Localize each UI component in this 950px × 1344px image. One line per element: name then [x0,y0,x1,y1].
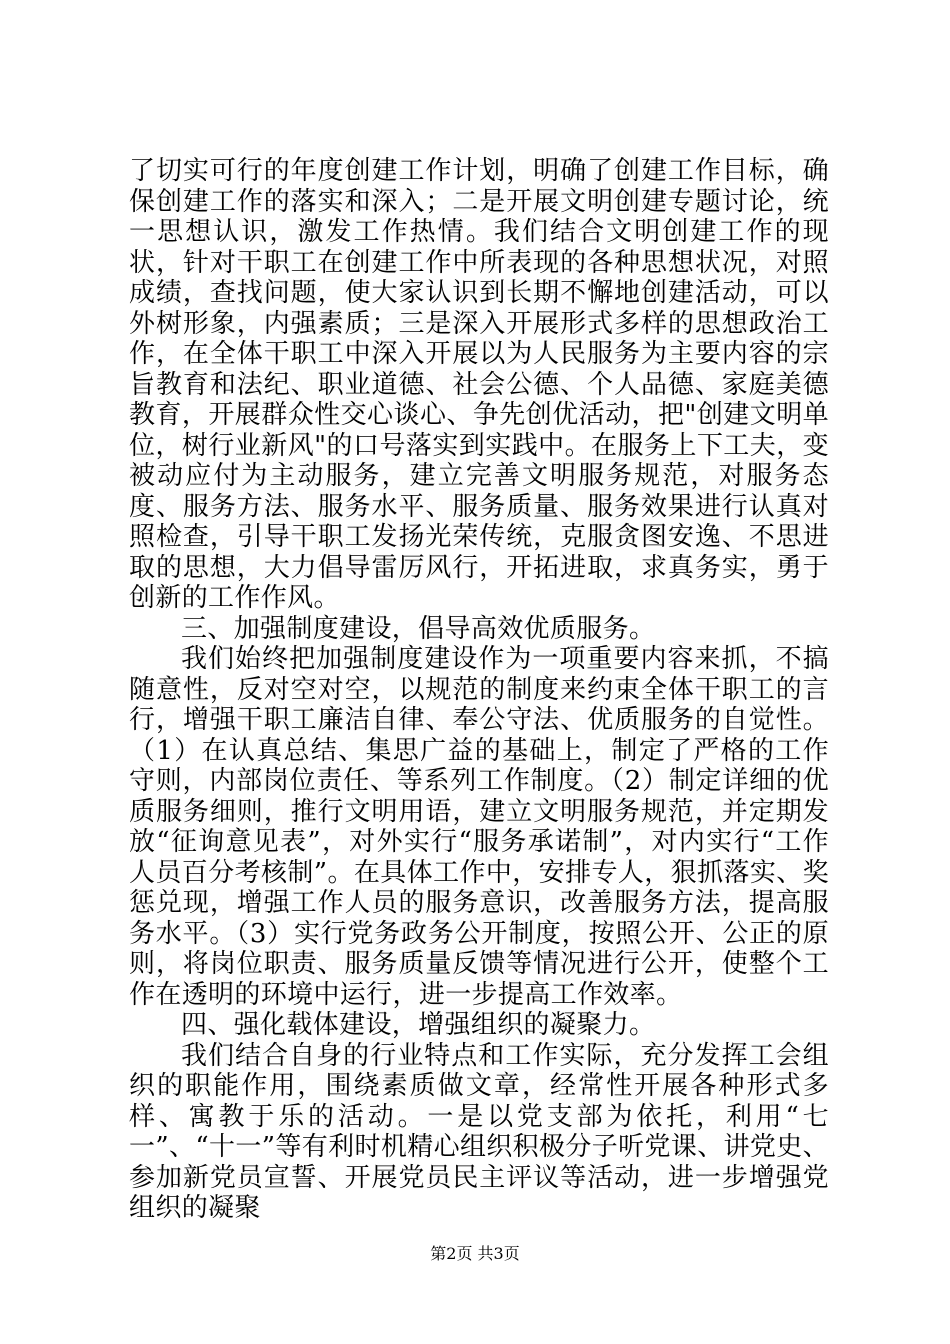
paragraph-continuation: 了切实可行的年度创建工作计划，明确了创建工作目标，确保创建工作的落实和深入；二是开展文明创建专题讨论，统一思想认识，激发工作热情。我们结合文明创建工作的现状，针对干职工在创建工作中所表现的各种思想状况，对照成绩，查找问题，使大家认识到长期不懈地创建活动，可以外树形象，内强素质；三是深入开展形式多样的思想政治工作，在全体干职工中深入开展以为人民服务为主要内容的宗旨教育和法纪、职业道德、社会公德、个人品德、家庭美德教育，开展群众性交心谈心、争先创优活动，把"创建文明单位，树行业新风"的口号落实到实践中。在服务上下工夫，变被动应付为主动服务，建立完善文明服务规范，对服务态度、服务方法、服务水平、服务质量、服务效果进行认真对照检查，引导干职工发扬光荣传统，克服贪图安逸、不思进取的思想，大力倡导雷厉风行，开拓进取，求真务实，勇于创新的工作作风。 [129,156,829,613]
page-footer: 第2页 共3页 [430,1244,520,1263]
paragraph-institution-building: 我们始终把加强制度建设作为一项重要内容来抓，不搞随意性，反对空对空，以规范的制度来约束全体干职工的言行，增强干职工廉洁自律、奉公守法、优质服务的自觉性。（1）在认真总结、集思广益的基础上，制定了严格的工作守则，内部岗位责任、等系列工作制度。（2）制定详细的优质服务细则，推行文明用语，建立文明服务规范，并定期发放“征询意见表”，对外实行“服务承诺制”，对内实行“工作人员百分考核制”。在具体工作中，安排专人，狠抓落实、奖惩兑现，增强工作人员的服务意识，改善服务方法，提高服务水平。（3）实行党务政务公开制度，按照公开、公正的原则，将岗位职责、服务质量反馈等情况进行公开，使整个工作在透明的环境中运行，进一步提高工作效率。 [129,644,829,1010]
section-heading-4: 四、强化载体建设，增强组织的凝聚力。 [181,1010,656,1040]
section-heading-3: 三、加强制度建设，倡导高效优质服务。 [181,613,656,644]
paragraph-carrier-building: 我们结合自身的行业特点和工作实际，充分发挥工会组织的职能作用，围绕素质做文章，经常性开展各种形式多样、寓教于乐的活动。一是以党支部为依托，利用“七一”、“十一”等有利时机精心组织积极分子听党课、讲党史、参加新党员宣誓、开展党员民主评议等活动，进一步增强党组织的凝聚 [129,1040,829,1223]
document-body [129,156,829,1224]
